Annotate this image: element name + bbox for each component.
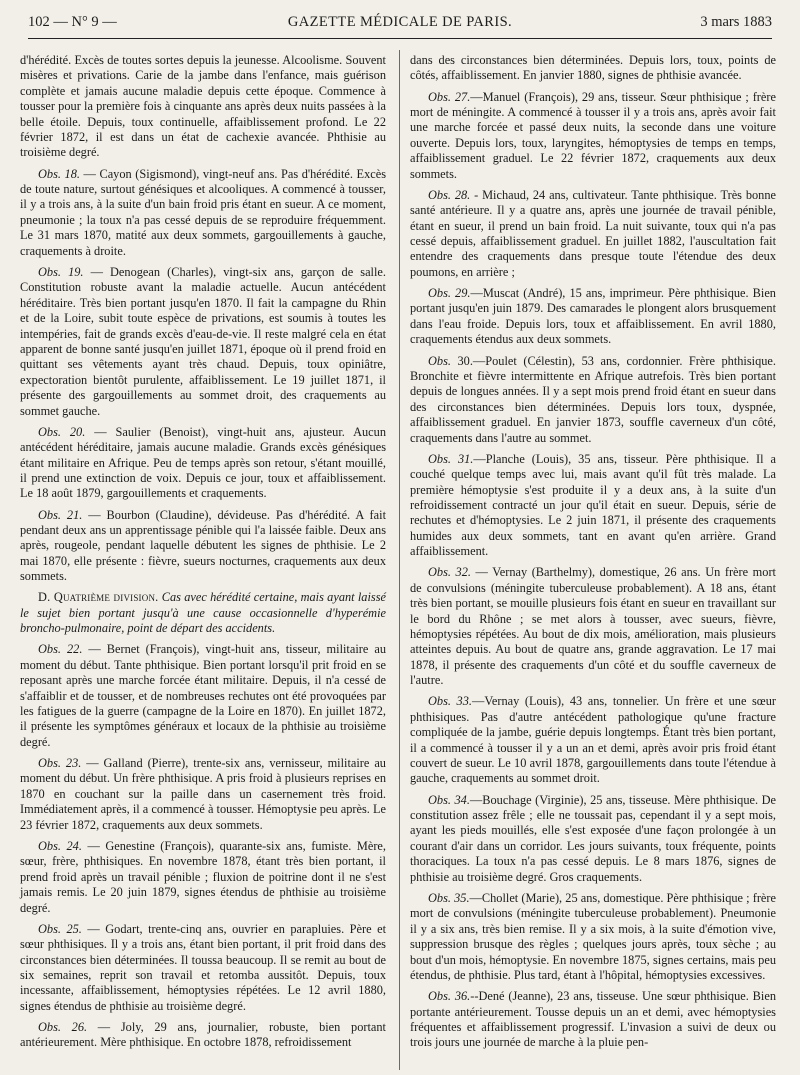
continued-paragraph (410, 53, 776, 84)
observation-label: Obs. 29. (428, 286, 471, 301)
observation-paragraph (20, 839, 386, 916)
observation-label: Obs. 33. (428, 694, 472, 709)
observation-label: Obs. 19. (38, 264, 84, 279)
observation-text: — Saulier (Benoist), vingt-huit ans, ajusteur. Aucun antécédent héréditaire, jamais aucune maladie. Grands excès génésiques étant militaire en Afrique. Peu de temps après son retour, s'étant mouillé, il prend une extinction de voix. Depuis ce jour, toux et affaiblissement. Le 18 août 1879, gargouillements et craquements. (20, 424, 386, 501)
observation-paragraph (20, 167, 386, 259)
observation-paragraph (410, 188, 776, 280)
observation-label: Obs. 36. (428, 989, 471, 1004)
observation-text: --Dené (Jeanne), 23 ans, tisseuse. Une sœur phthisique. Bien portante antérieurement. Tousse depuis un an et demi, avec hémoptysies fréquentes et affaiblissement progressif. L'invasion a suivi de deux ou trois jours une journée de marche à la pluie pen- (410, 989, 776, 1050)
observation-text: —Bouchage (Virginie), 25 ans, tisseuse. Mère phthisique. De constitution assez frêle ; elle ne toussait pas, cependant il y a sept mois, ayant les pieds mouillés, elle s'est exposée d'une façon prolongée à un courant d'air dans un corridor. Les jours suivants, toux fréquente, points thoraciques. La toux n'a pas cessé depuis. Le 8 mars 1876, signes de phthisie au troisième degré. Gros craquements. (410, 792, 776, 884)
observation-label: Obs. 27. (428, 89, 471, 104)
observation-label: Obs. 35. (428, 890, 470, 905)
observation-text: —Muscat (André), 15 ans, imprimeur. Père phthisique. Bien portant jusqu'en juin 1879. Des camarades le plongent alors brusquement dans l'eau froide. Depuis lors, toux et affaiblissement. En avril 1880, craquements étendus aux deux sommets. (410, 286, 776, 347)
observation-text: 30.—Poulet (Célestin), 53 ans, cordonnier. Frère phthisique. Bronchite et fièvre intermittente en Afrique autrefois. Très bien portant depuis de longues années. Il y a sept mois prend froid étant en sueur dans des circonstances bien déterminées. Depuis lors toux, dyspnée, affaiblissement graduel. En janvier 1873, souffle caverneux d'un côté, craquements dans l'autre au sommet. (410, 353, 776, 445)
observation-text: — Cayon (Sigismond), vingt-neuf ans. Pas d'hérédité. Excès de toute nature, surtout génésiques et alcooliques. A commencé à tousser, il y a trois ans, à la suite d'un bain froid pris étant en sueur. A ce moment, pneumonie ; la toux n'a pas cessé depuis de se reproduire fréquemment. Le 31 mars 1870, matité aux deux sommets, gargouillements à gauche, craquements à droite. (20, 166, 386, 258)
observation-paragraph (410, 793, 776, 885)
header-rule (28, 38, 772, 39)
observation-paragraph (20, 425, 386, 502)
observation-text: d'hérédité. Excès de toutes sortes depuis la jeunesse. Alcoolisme. Souvent misères et privations. Carie de la jambe dans l'enfance, mais guérison complète et jamais aucune maladie depuis cette époque. Commence à tousser pour la première fois à cinquante ans après deux nuits passées à la belle étoile. Depuis, toux continuelle, affaiblissement profond. Le 22 février 1872, il est dans un état de cachexie avancée. Phthisie au troisième degré. (20, 53, 386, 160)
observation-label: Obs. 24. (38, 838, 82, 853)
division-heading (20, 590, 386, 636)
column-divider (399, 50, 400, 1070)
running-head (28, 14, 772, 36)
observation-text: — Bourbon (Claudine), dévideuse. Pas d'hérédité. A fait pendant deux ans un apprentissage pénible qui l'a laissée faible. Deux ans après, rougeole, pendant laquelle débutent les signes de phthisie. Le 2 mai 1870, elle présente : fièvre, sueurs nocturnes, craquements aux deux sommets. (20, 507, 386, 584)
observation-paragraph (410, 452, 776, 560)
observation-label: Obs. 28. (428, 187, 471, 202)
observation-paragraph (20, 508, 386, 585)
observation-text: —Manuel (François), 29 ans, tisseur. Sœur phthisique ; frère mort de méningite. A commencé à tousser il y a trois ans, après avoir fait une marche forcée et passé deux nuits, la seconde dans une voiture ouverte. Depuis lors, toux, laryngites, hémoptysies de temps en temps, affaiblissement graduel. Le 22 février 1872, craquements aux deux sommets. (410, 89, 776, 181)
observation-text: —Planche (Louis), 35 ans, tisseur. Père phthisique. Il a couché quelque temps avec lui, mais avant qu'il fût très malade. La première hémoptysie s'est produite il y a deux ans, à la suite d'un refroidissement contracté un jour qu'il était en sueur. Depuis, série de rechutes et d'hémoptysies. Le 2 juin 1871, il présente des craquements humides aux deux sommets, tant en avant qu'en arrière. Grand affaiblissement. (410, 451, 777, 559)
observation-paragraph (20, 642, 386, 750)
observation-text: — Joly, 29 ans, journalier, robuste, bien portant antérieurement. Mère phthisique. En octobre 1878, refroidissement (20, 1019, 386, 1050)
observation-text: —Chollet (Marie), 25 ans, domestique. Père phthisique ; frère mort de convulsions (méningite tuberculeuse probablement). Pneumonie il y a six ans, très bien remise. Il y a six mois, à la suite d'émotion vive, suppression brusque des règles ; quelques jours après, toux sèche ; au bout d'un mois, hémoptysie. En novembre 1875, signes certains, mais peu étendus, de phthisie. Plus tard, étant à l'hôpital, hémoptysies excessives. (410, 890, 776, 982)
observation-label: Obs. 20. (38, 424, 86, 439)
observation-paragraph (410, 286, 776, 348)
observation-text: — Vernay (Barthelmy), domestique, 26 ans. Un frère mort de convulsions (méningite tuberculeuse probablement). A 18 ans, étant très bien portant, se mouille plusieurs fois étant en sueur en travaillant sur le bord du Rhône ; se met alors à tousser, avec sueurs, fièvre, hémoptysies répétées. Au bout de dix mois, amélioration, mais plusieurs atteintes depuis. Au bout de quatre ans, grande aggravation. Le 17 mai 1878, il présente des craquements d'un côté et du souffle caverneux de l'autre. (410, 565, 776, 688)
observation-label: Obs. 18. (38, 166, 80, 181)
journal-title: GAZETTE MÉDICALE DE PARIS. (287, 14, 513, 30)
observation-label: Obs. 32. (428, 565, 471, 580)
observation-paragraph (20, 756, 386, 833)
observation-text: — Bernet (François), vingt-huit ans, tisseur, militaire au moment du début. Tante phthisique. Bien portant lorsqu'il prit froid en se reposant après une marche forcée étant militaire. Depuis, il n'a cessé de s'affaiblir et de tousser, et de nombreuses rechutes ont été provoquées par les fatigues de la guerre (campagne de la Loire en 1870). En juillet 1872, il présente les symptômes généraux et locaux de la phthisie au troisième degré. (20, 642, 387, 749)
observation-paragraph (410, 891, 776, 983)
left-column (20, 53, 386, 1057)
division-text: Cas avec hérédité certaine, mais ayant laissé le sujet bien portant jusqu'à une cause occasionnelle d'hyperémie broncho-pulmonaire, point de départ des accidents. (20, 590, 386, 636)
page-number: 102 — N° 9 — (28, 14, 117, 30)
continued-paragraph (20, 53, 386, 161)
observation-paragraph (410, 354, 776, 446)
observation-label: Obs. 22. (38, 642, 83, 657)
observation-paragraph (20, 922, 386, 1014)
observation-text: —Vernay (Louis), 43 ans, tonnelier. Un frère et une sœur phthisiques. Pas d'autre antécédent pathologique qu'une fracture compliquée de la jambe, guérie depuis longtemps. Étant très bien portant, il a commencé à tousser il y a un an et demi, après avoir pris froid étant couvert de sueur. Le 10 avril 1878, gargouillements dans toute l'étendue à gauche, craquements au sommet droit. (410, 694, 776, 786)
observation-paragraph (410, 989, 776, 1051)
observation-paragraph (410, 565, 776, 688)
observation-paragraph (20, 1020, 386, 1051)
observation-label: Obs. 34. (428, 792, 470, 807)
observation-label: Obs. (428, 353, 451, 368)
observation-text: — Godart, trente-cinq ans, ouvrier en parapluies. Père et sœur phthisiques. Il y a trois ans, étant bien portant, il prit froid dans des circonstances bien déterminées. Il toussa beaucoup. Il se remit au bout de six semaines, reprit son travail et retomba aussitôt. Depuis, toux incessante, affaiblissement, hémoptysies répétées. Le 12 avril 1880, signes étendus de phthisie au troisième degré. (20, 921, 386, 1013)
observation-label: Obs. 25. (38, 921, 82, 936)
observation-text: — Genestine (François), quarante-six ans, fumiste. Mère, sœur, frère, phthisiques. En novembre 1878, étant très bien portant, il prend froid après un travail pénible ; fluxion de poitrine dont il ne s'est jamais remis. Le 20 juin 1879, signes étendus de phthisie au troisième degré. (20, 838, 386, 915)
observation-text: — Galland (Pierre), trente-six ans, vernisseur, militaire au moment du début. Un frère phthisique. A pris froid à plusieurs reprises en 1870 en couchant sur la paille dans un casernement très froid. Immédiatement après, il a commencé à tousser. Hémoptysie peu après. Le 23 février 1872, craquements aux deux sommets. (20, 756, 386, 832)
right-column (410, 53, 776, 1057)
observation-label: Obs. 26. (38, 1019, 88, 1034)
observation-text: - Michaud, 24 ans, cultivateur. Tante phthisique. Très bonne santé antérieure. Il y a quatre ans, après une journée de travail pénible, étant en sueur, il prend un bain froid. La nuit suivante, toux qui n'a pas cessé depuis, affaiblissement graduel. En juillet 1882, l'auscultation fait entendre des craquements dans presque toute l'étendue des deux poumons, en arrière ; (410, 187, 777, 279)
observation-label: Obs. 21. (38, 507, 83, 522)
observation-paragraph (410, 90, 776, 182)
division-label: D. Quatrième division. (38, 590, 159, 605)
observation-paragraph (410, 694, 776, 786)
observation-paragraph (20, 265, 386, 419)
observation-text: — Denogean (Charles), vingt-six ans, garçon de salle. Constitution robuste avant la maladie actuelle. Aucun antécédent héréditaire. Très bien portant jusqu'en 1870. Il fait la campagne du Rhin et de la Loire, subit toute espèce de privations, est soumis à toutes les intempéries, fait de grands excès d'eau-de-vie. Il reste malgré cela en état apparent de bonne santé jusqu'en juillet 1871, époque où il prend froid en quittant ses vêtements ayant très chaud. Depuis, toux opiniâtre, expectoration bientôt purulente, affaiblissement. Le 19 juillet 1871, il présente des gargouillements au sommet droit, des craquements au sommet gauche. (20, 264, 386, 418)
observation-label: Obs. 23. (38, 756, 82, 771)
observation-text: dans des circonstances bien déterminées. Depuis lors, toux, points de côtés, affaiblissement. En janvier 1880, signes de phthisie avancée. (410, 53, 776, 83)
observation-label: Obs. 31. (428, 451, 474, 466)
issue-date: 3 mars 1883 (700, 14, 772, 30)
